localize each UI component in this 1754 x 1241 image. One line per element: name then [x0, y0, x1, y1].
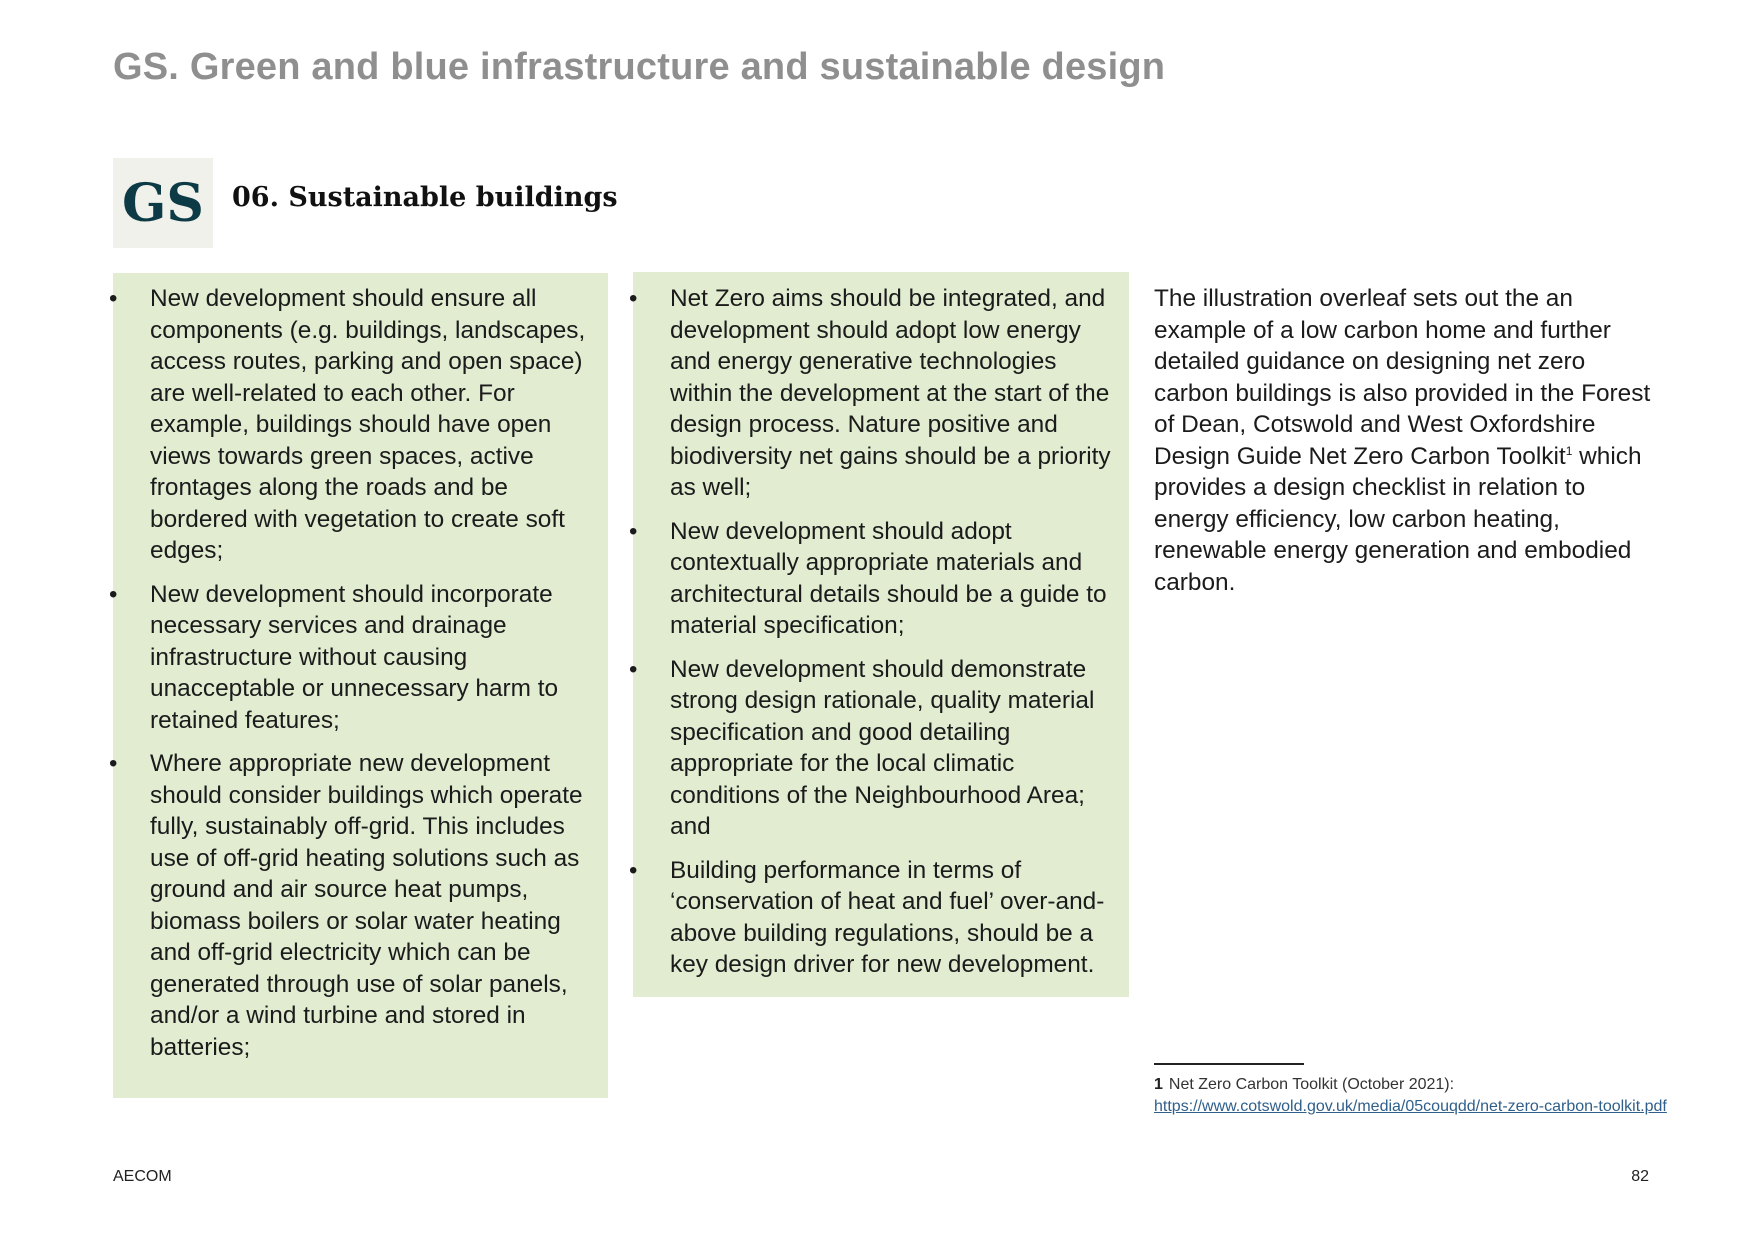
bullet-icon: • — [629, 285, 638, 312]
list-item-text: Building performance in terms of ‘conservation of heat and fuel’ over-and-above building regulations, should be a key design driver for new development. — [670, 856, 1105, 978]
page-number: 82 — [1631, 1168, 1649, 1185]
footnote-number: 1 — [1154, 1076, 1163, 1093]
list-item-text: Where appropriate new development should consider buildings which operate fully, sustainably off-grid. This includes use of off-grid heating solutions such as ground and air source heat pumps, biomass boilers or solar water heating and off-grid electricity which can be generated through use of solar panels, and/or a wind turbine and stored in batteries; — [150, 750, 583, 1061]
bullet-list-left — [109, 283, 608, 1063]
bullet-icon: • — [629, 517, 638, 545]
list-item — [629, 654, 1129, 843]
list-item-text: Net Zero aims should be integrated, and development should adopt low energy and energy generative technologies within the development at the start of the design process. Nature positive and biodiversity net gains should be a priority as well; — [670, 285, 1111, 501]
section-title: 06. Sustainable buildings — [232, 182, 618, 213]
footnote-reference[interactable]: 1 — [1565, 443, 1573, 458]
list-item-text: New development should demonstrate strong design rationale, quality material specification and good detailing appropriate for the local climatic conditions of the Neighbourhood Area; and — [670, 655, 1095, 840]
footnote-divider — [1154, 1063, 1304, 1065]
list-item-text: New development should incorporate necessary services and drainage infrastructure without causing unacceptable or unnecessary harm to retained features; — [150, 580, 559, 734]
list-item — [109, 748, 608, 1063]
bullet-icon: • — [109, 580, 118, 608]
list-item — [629, 283, 1129, 504]
intro-paragraph — [1154, 283, 1654, 598]
list-item-text: New development should adopt contextually appropriate materials and architectural details should be a guide to material specification; — [670, 517, 1107, 639]
page-title: GS. Green and blue infrastructure and sustainable design — [113, 46, 1166, 88]
footnote — [1154, 1074, 1674, 1117]
paragraph-text-continued: which provides a design checklist in relation to energy efficiency, low carbon heating, renewable energy generation and embodied carbon. — [1154, 442, 1642, 596]
footer-brand: AECOM — [113, 1168, 172, 1185]
list-item — [629, 855, 1129, 981]
section-badge: GS — [113, 158, 213, 248]
list-item-text: New development should ensure all components (e.g. buildings, landscapes, access routes, parking and open space) are well-related to each other. For example, buildings should have open views towards green spaces, active frontages along the roads and be bordered with vegetation to create soft edges; — [150, 285, 586, 564]
footnote-text: Net Zero Carbon Toolkit (October 2021): — [1168, 1076, 1455, 1093]
list-item — [109, 579, 608, 737]
bullet-icon: • — [629, 856, 638, 884]
bullet-list-middle — [629, 283, 1129, 981]
bullet-icon: • — [109, 285, 118, 312]
bullet-icon: • — [629, 655, 638, 683]
guidance-panel-middle — [629, 272, 1129, 997]
footnote-link[interactable]: https://www.cotswold.gov.uk/media/05couqdd/net-zero-carbon-toolkit.pdf — [1154, 1097, 1667, 1115]
list-item — [109, 283, 608, 567]
bullet-icon: • — [109, 750, 118, 777]
list-item — [629, 516, 1129, 642]
guidance-panel-left — [109, 273, 608, 1098]
paragraph-text: The illustration overleaf sets out the an example of a low carbon home and further detailed guidance on designing net zero carbon buildings is also provided in the Forest of Dean, Cotswold and West Oxfordshire Design Guide Net Zero Carbon Toolkit — [1154, 285, 1651, 470]
